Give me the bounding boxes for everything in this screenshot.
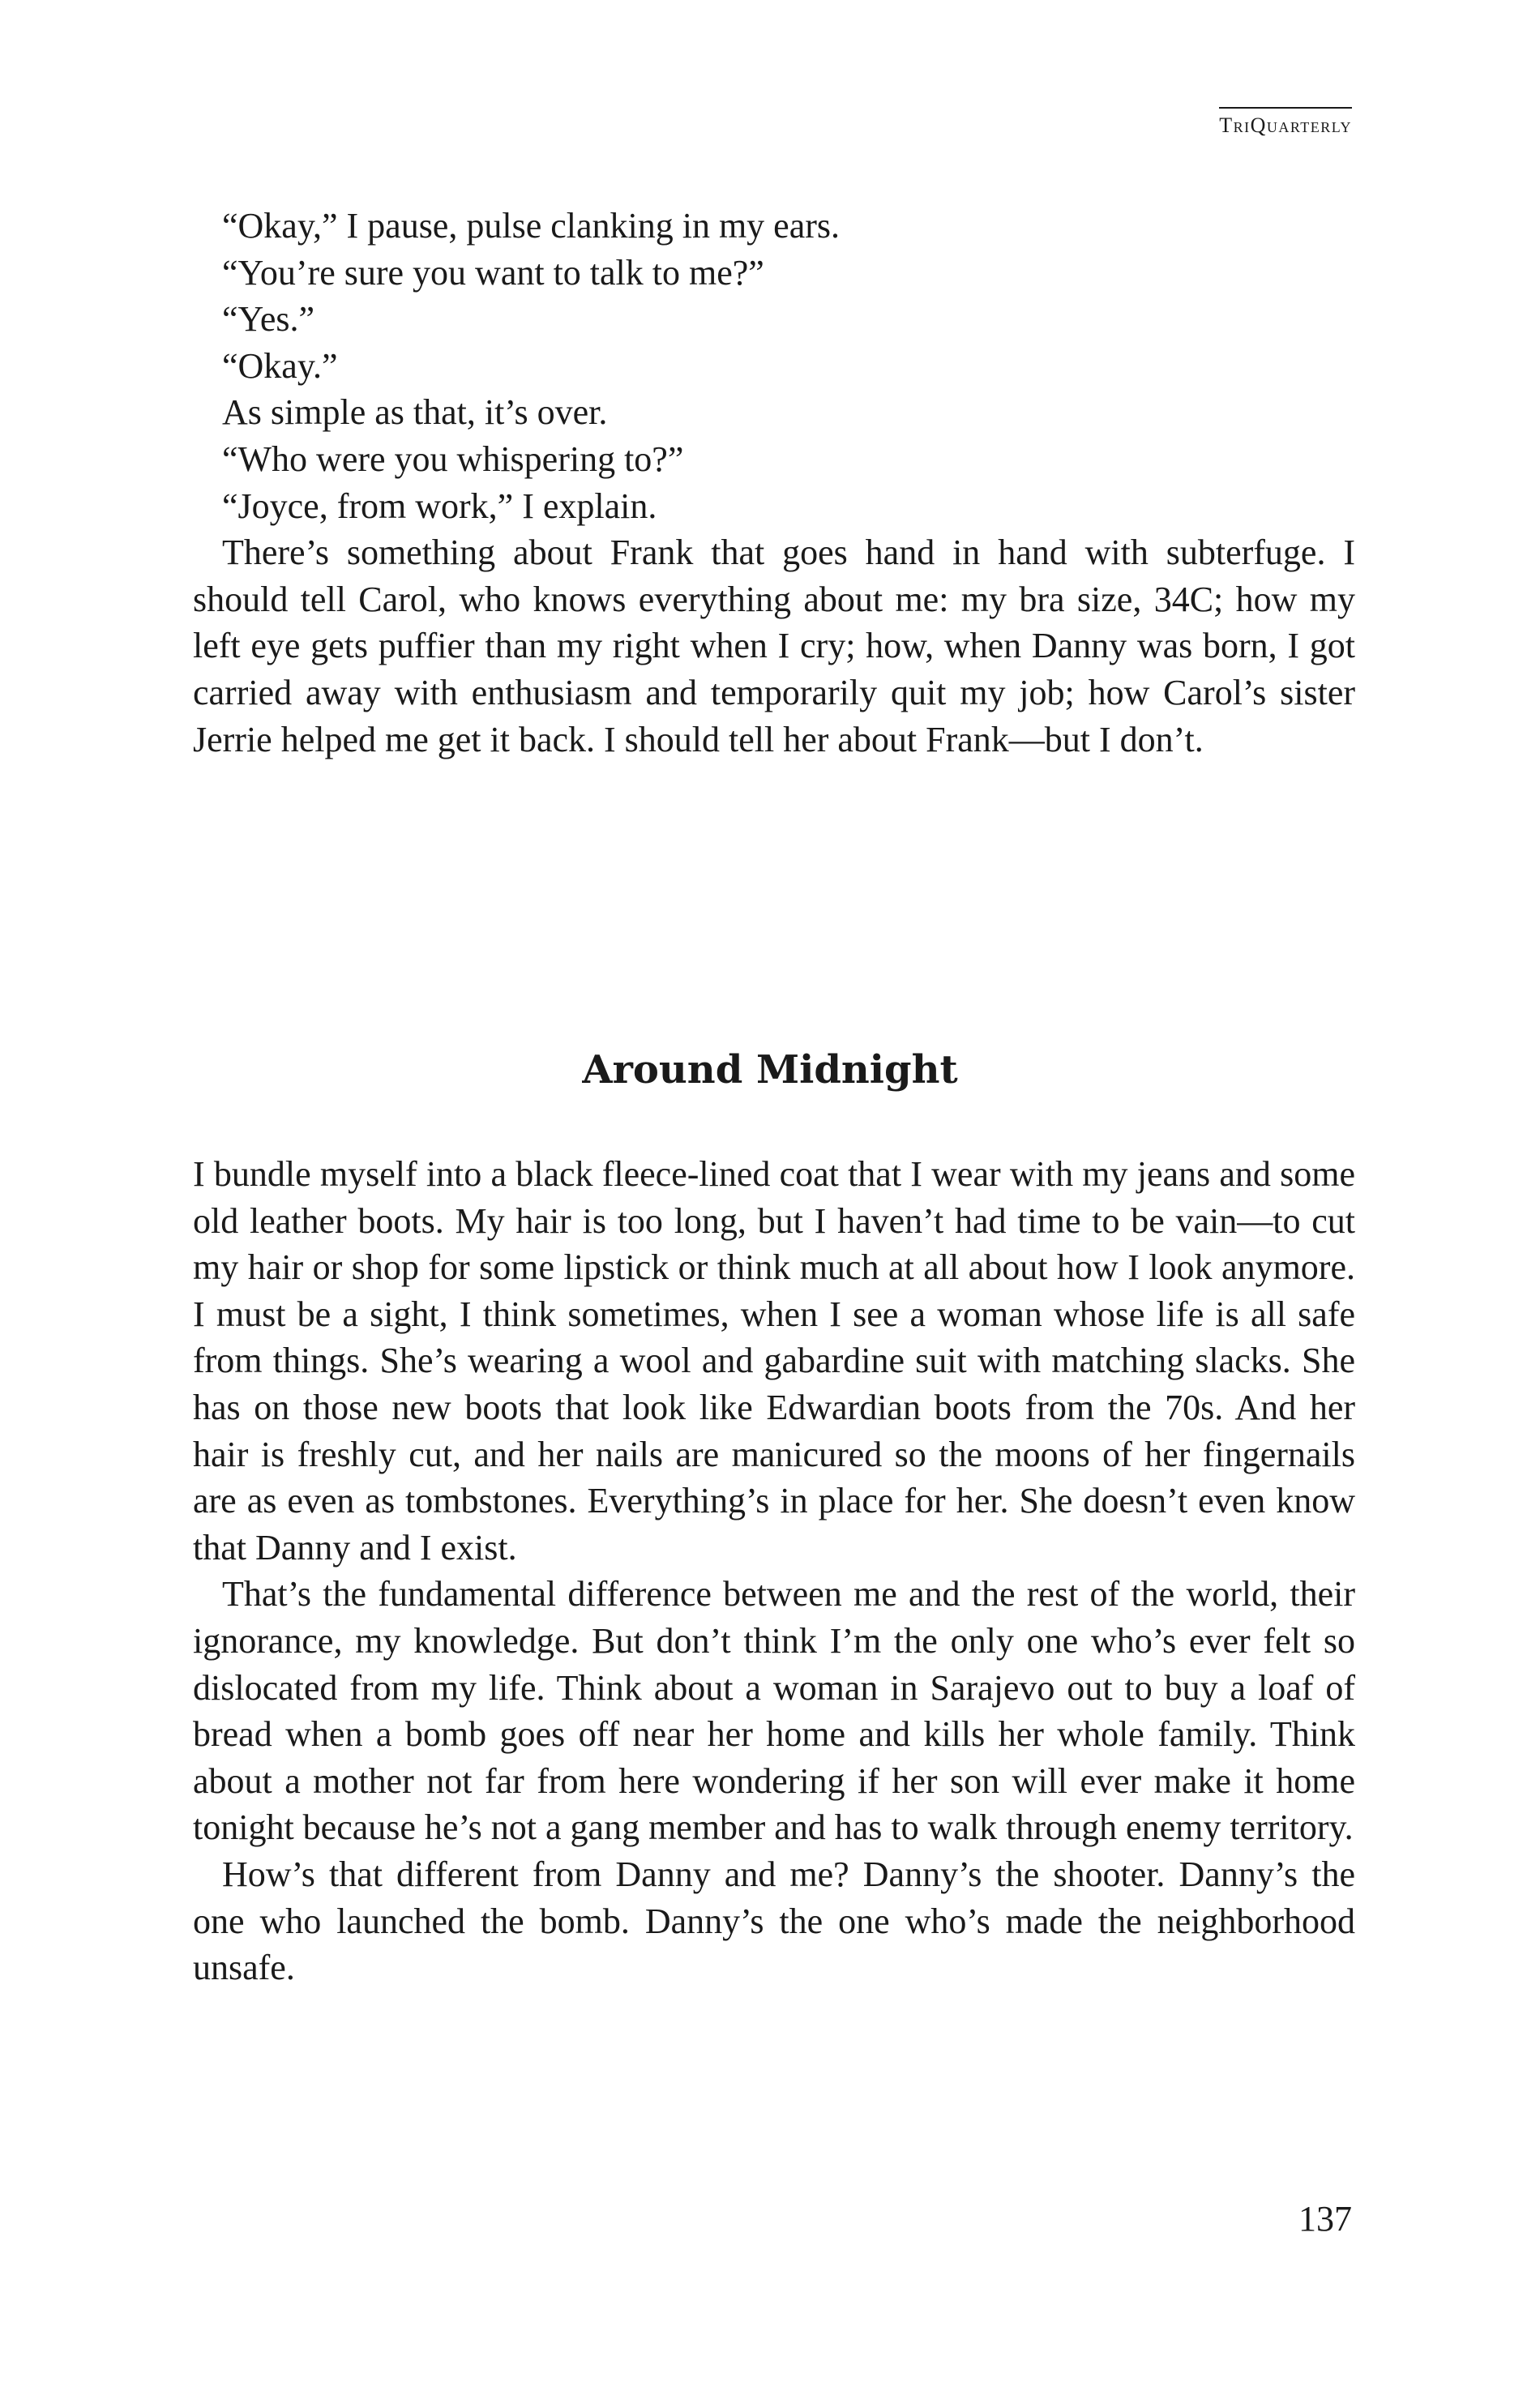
paragraph: “You’re sure you want to talk to me?” — [222, 252, 764, 293]
paragraph: That’s the fundamental difference between me and the rest of the world, their ignorance, my knowledge. But don’t think I’m the only one who’s ever felt so dislocated from my life. Think about a woman in Sarajevo out to buy a loaf of bread when a bomb goes off near her home and kills her whole family. Think about a mother not far from here wondering if her son will ever make it home tonight because he’s not a gang member and has to walk through enemy territory. — [193, 1574, 1355, 1848]
paragraph: “Yes.” — [222, 299, 315, 340]
running-head: TriQuarterly — [1219, 107, 1352, 138]
text-block-after-section — [193, 1151, 1355, 1991]
paragraph: “Okay,” I pause, pulse clanking in my ears. — [222, 206, 841, 246]
section-title: Around Midnight — [582, 1047, 958, 1093]
paragraph: I bundle myself into a black fleece-lined coat that I wear with my jeans and some old leather boots. My hair is too long, but I haven’t had time to be vain—to cut my hair or shop for some lipstick or think much at all about how I look anymore. I must be a sight, I think sometimes, when I see a woman whose life is all safe from things. She’s wearing a wool and gabardine suit with matching slacks. She has on those new boots that look like Edwardian boots from the 70s. And her hair is freshly cut, and her nails are manicured so the moons of her fingernails are as even as tombstones. Everything’s in place for her. She doesn’t even know that Danny and I exist. — [193, 1154, 1355, 1568]
text-block-before-section — [193, 203, 1355, 763]
paragraph: How’s that different from Danny and me? Danny’s the shooter. Danny’s the one who launched the bomb. Danny’s the one who’s made the neighborhood unsafe. — [193, 1854, 1355, 1988]
paragraph: “Okay.” — [222, 345, 338, 386]
page-number: 137 — [1298, 2199, 1352, 2239]
paragraph: As simple as that, it’s over. — [222, 392, 608, 433]
paragraph: “Joyce, from work,” I explain. — [222, 485, 657, 526]
paragraph: “Who were you whispering to?” — [222, 438, 684, 479]
paragraph: There’s something about Frank that goes hand in hand with subterfuge. I should tell Carol, who knows everything about me: my bra size, 34C; how my left eye gets puffier than my right when I cry; how, when Danny was born, I got carried away with enthusiasm and temporarily quit my job; how Carol’s sister Jerrie helped me get it back. I should tell her about Frank—but I don’t. — [193, 532, 1355, 759]
